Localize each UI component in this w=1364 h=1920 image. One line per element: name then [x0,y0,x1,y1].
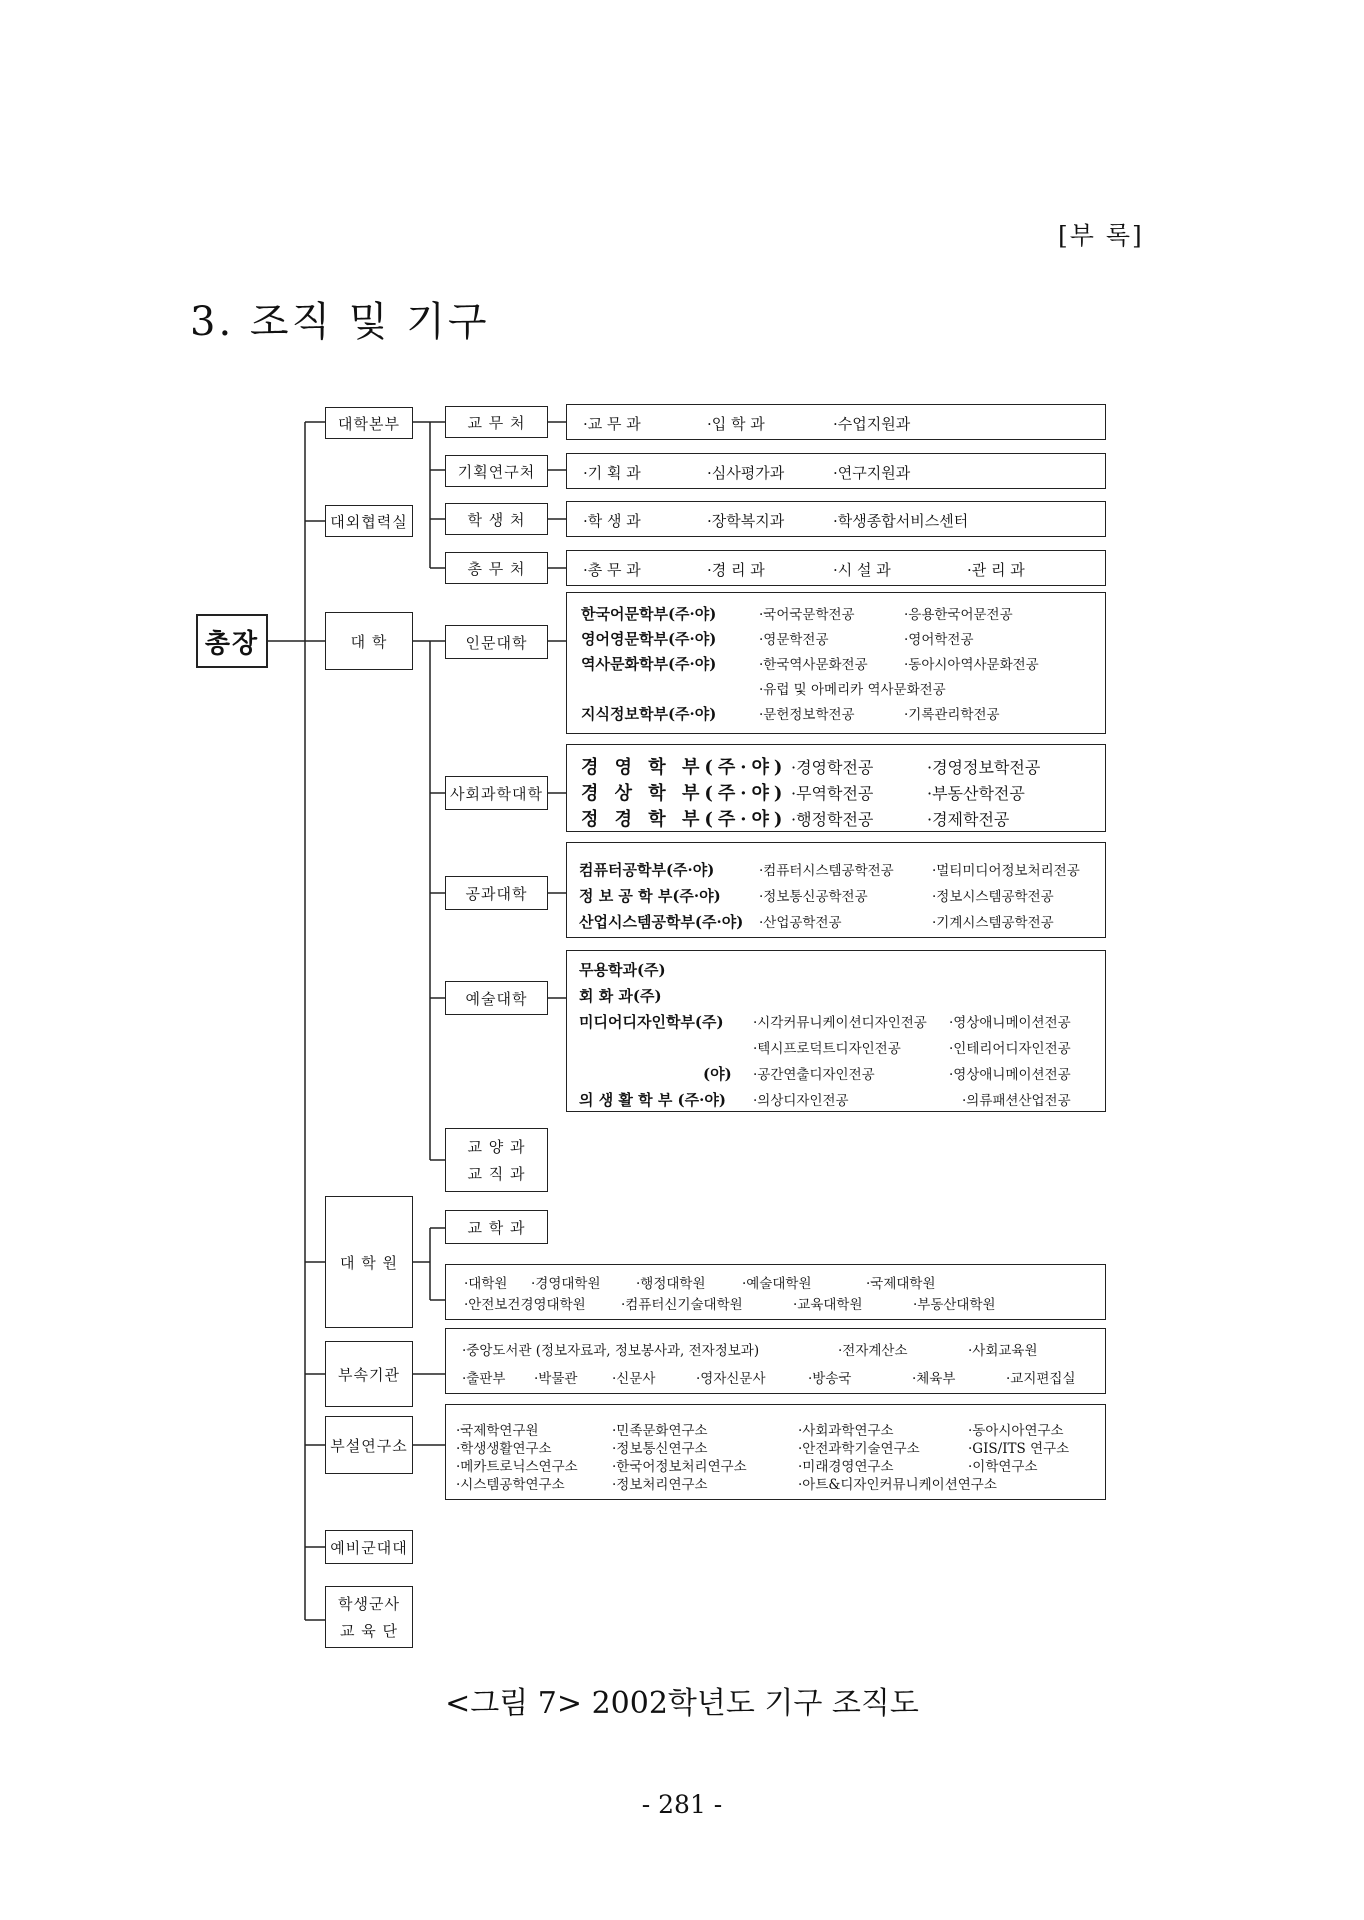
school-name: 컴퓨터공학부(주·야) [579,861,715,879]
dept-teacher-education: 교 직 과 [467,1165,526,1183]
major: ·산업공학전공 [759,915,842,931]
engineering-majors [566,842,1106,938]
office-item: ·학 생 과 [583,512,641,530]
major: ·부동산학전공 [927,784,1025,803]
office-item: ·심사평가과 [707,464,785,482]
office-item: ·관 리 과 [967,561,1025,579]
institute: ·안전과학기술연구소 [798,1441,920,1457]
office-item: ·시 설 과 [833,561,891,579]
office-item: ·연구지원과 [833,464,911,482]
institute: ·한국어정보처리연구소 [612,1459,747,1475]
office-general-affairs: 총 무 처 [445,552,548,584]
office-item: ·수업지원과 [833,415,911,433]
figure-caption: <그림 7> 2002학년도 기구 조직도 [445,1686,919,1721]
affiliated-box [445,1328,1106,1394]
section-title: 3. 조직 및 기구 [190,299,490,345]
institute: ·민족문화연구소 [612,1423,708,1439]
grad-school: ·행정대학원 [636,1276,706,1292]
institute: ·시스템공학연구소 [456,1477,565,1493]
school-name: 의 생 활 학 부 (주·야) [579,1091,726,1109]
school-name: 영어영문학부(주·야) [581,630,717,648]
office-item: ·경 리 과 [707,561,765,579]
page-number: - 281 - [641,1790,723,1819]
major: ·경제학전공 [927,810,1010,829]
affiliated-item: ·출판부 [462,1371,506,1387]
unit-rotc [325,1586,413,1648]
humanities-majors [566,592,1106,734]
school-name: 역사문화학부(주·야) [581,655,717,673]
office-items-planning [566,453,1106,489]
office-item: ·기 획 과 [583,464,641,482]
office-item: ·학생종합서비스센터 [833,512,969,530]
grad-school: ·안전보건경영대학원 [464,1297,586,1313]
institute: ·동아시아연구소 [968,1423,1064,1439]
major: ·영어학전공 [904,632,974,648]
school-name: 회 화 과(주) [579,987,662,1005]
affiliated-item: ·방송국 [808,1371,852,1387]
major: ·정보시스템공학전공 [932,889,1054,905]
institute: ·이학연구소 [968,1459,1038,1475]
institute: ·정보처리연구소 [612,1477,708,1493]
affiliated-item: ·사회교육원 [968,1343,1038,1359]
office-item: ·교 무 과 [583,415,641,433]
institute: ·메카트로닉스연구소 [456,1459,578,1475]
major: ·유럽 및 아메리카 역사문화전공 [759,682,946,698]
affiliated-item: ·체육부 [912,1371,956,1387]
college-social-sciences: 사회과학대학 [445,776,548,810]
grad-office-box: 교 학 과 [445,1210,548,1244]
major: ·영상애니메이션전공 [949,1015,1071,1031]
major: ·멀티미디어정보처리전공 [932,863,1080,879]
affiliated-item: ·박물관 [534,1371,578,1387]
institutes-box [445,1404,1106,1500]
major: ·행정학전공 [791,810,874,829]
major: ·경영정보학전공 [927,758,1041,777]
affiliated-item: ·중앙도서관 (정보자료과, 정보봉사과, 전자정보과) [462,1343,760,1359]
unit-institutes: 부설연구소 [325,1416,413,1474]
major: ·국어국문학전공 [759,607,855,623]
affiliated-item: ·신문사 [612,1371,656,1387]
school-name: 산업시스템공학부(주·야) [579,913,744,931]
appendix-label: [부 록] [1058,221,1144,250]
grad-school: ·예술대학원 [742,1276,812,1292]
grad-schools-box [445,1264,1106,1320]
school-name: 경 상 학 부(주·야) [581,783,788,804]
social-sciences-majors [566,744,1106,832]
office-student-affairs: 학 생 처 [445,503,548,535]
institute: ·사회과학연구소 [798,1423,894,1439]
major: ·무역학전공 [791,784,874,803]
major: ·경영학전공 [791,758,874,777]
school-name: 정 경 학 부(주·야) [581,809,788,830]
school-name: 경 영 학 부(주·야) [581,757,788,778]
school-name: 정 보 공 학 부(주·야) [579,887,721,905]
major: ·텍시프로덕트디자인전공 [753,1041,901,1057]
unit-rotc-line1: 학생군사 [338,1595,400,1613]
unit-college: 대 학 [325,612,413,670]
office-items-academic [566,404,1106,440]
dept-general-education: 교 양 과 [467,1138,526,1156]
grad-school: ·부동산대학원 [913,1297,996,1313]
office-items-student [566,501,1106,537]
office-items-general [566,550,1106,586]
college-humanities: 인문대학 [445,625,548,659]
major: ·공간연출디자인전공 [753,1067,875,1083]
institute: ·GIS/ITS 연구소 [968,1441,1070,1457]
president-box: 총장 [196,614,268,668]
major: ·한국역사문화전공 [759,657,868,673]
unit-affiliated: 부속기관 [325,1341,413,1407]
unit-external-affairs: 대외협력실 [325,505,413,537]
office-academic-affairs: 교 무 처 [445,406,548,438]
major: ·영문학전공 [759,632,829,648]
major: ·의상디자인전공 [753,1093,849,1109]
unit-hq: 대학본부 [325,407,413,439]
office-planning: 기획연구처 [445,455,548,487]
affiliated-item: ·교지편집실 [1006,1371,1076,1387]
school-name: 한국어문학부(주·야) [581,605,717,623]
unit-reserve-battalion: 예비군대대 [325,1530,413,1564]
school-name: 무용학과(주) [579,961,666,979]
college-arts: 예술대학 [445,981,548,1015]
institute: ·아트&디자인커뮤니케이션연구소 [798,1477,997,1493]
college-engineering: 공과대학 [445,876,548,910]
major: ·컴퓨터시스템공학전공 [759,863,894,879]
grad-school: ·경영대학원 [531,1276,601,1292]
major: ·시각커뮤니케이션디자인전공 [753,1015,927,1031]
institute: ·정보통신연구소 [612,1441,708,1457]
major: ·기계시스템공학전공 [932,915,1054,931]
grad-school: ·교육대학원 [793,1297,863,1313]
school-name: (야) [703,1065,732,1083]
grad-school: ·컴퓨터신기술대학원 [621,1297,743,1313]
major: ·응용한국어문전공 [904,607,1013,623]
general-depts-box [445,1128,548,1192]
school-name: 지식정보학부(주·야) [581,705,717,723]
affiliated-item: ·전자계산소 [838,1343,908,1359]
office-item: ·장학복지과 [707,512,785,530]
affiliated-item: ·영자신문사 [696,1371,766,1387]
major: ·동아시아역사문화전공 [904,657,1039,673]
major: ·의류패션산업전공 [962,1093,1071,1109]
office-item: ·입 학 과 [707,415,765,433]
grad-school: ·대학원 [464,1276,508,1292]
school-name: 미디어디자인학부(주) [579,1013,724,1031]
major: ·문헌정보학전공 [759,707,855,723]
grad-school: ·국제대학원 [866,1276,936,1292]
unit-rotc-line2: 교 육 단 [339,1622,398,1640]
institute: ·미래경영연구소 [798,1459,894,1475]
institute: ·국제학연구원 [456,1423,539,1439]
institute: ·학생생활연구소 [456,1441,552,1457]
major: ·기록관리학전공 [904,707,1000,723]
office-item: ·총 무 과 [583,561,641,579]
major: ·인테리어디자인전공 [949,1041,1071,1057]
arts-majors [566,950,1106,1112]
major: ·정보통신공학전공 [759,889,868,905]
unit-grad-school: 대 학 원 [325,1196,413,1328]
major: ·영상애니메이션전공 [949,1067,1071,1083]
